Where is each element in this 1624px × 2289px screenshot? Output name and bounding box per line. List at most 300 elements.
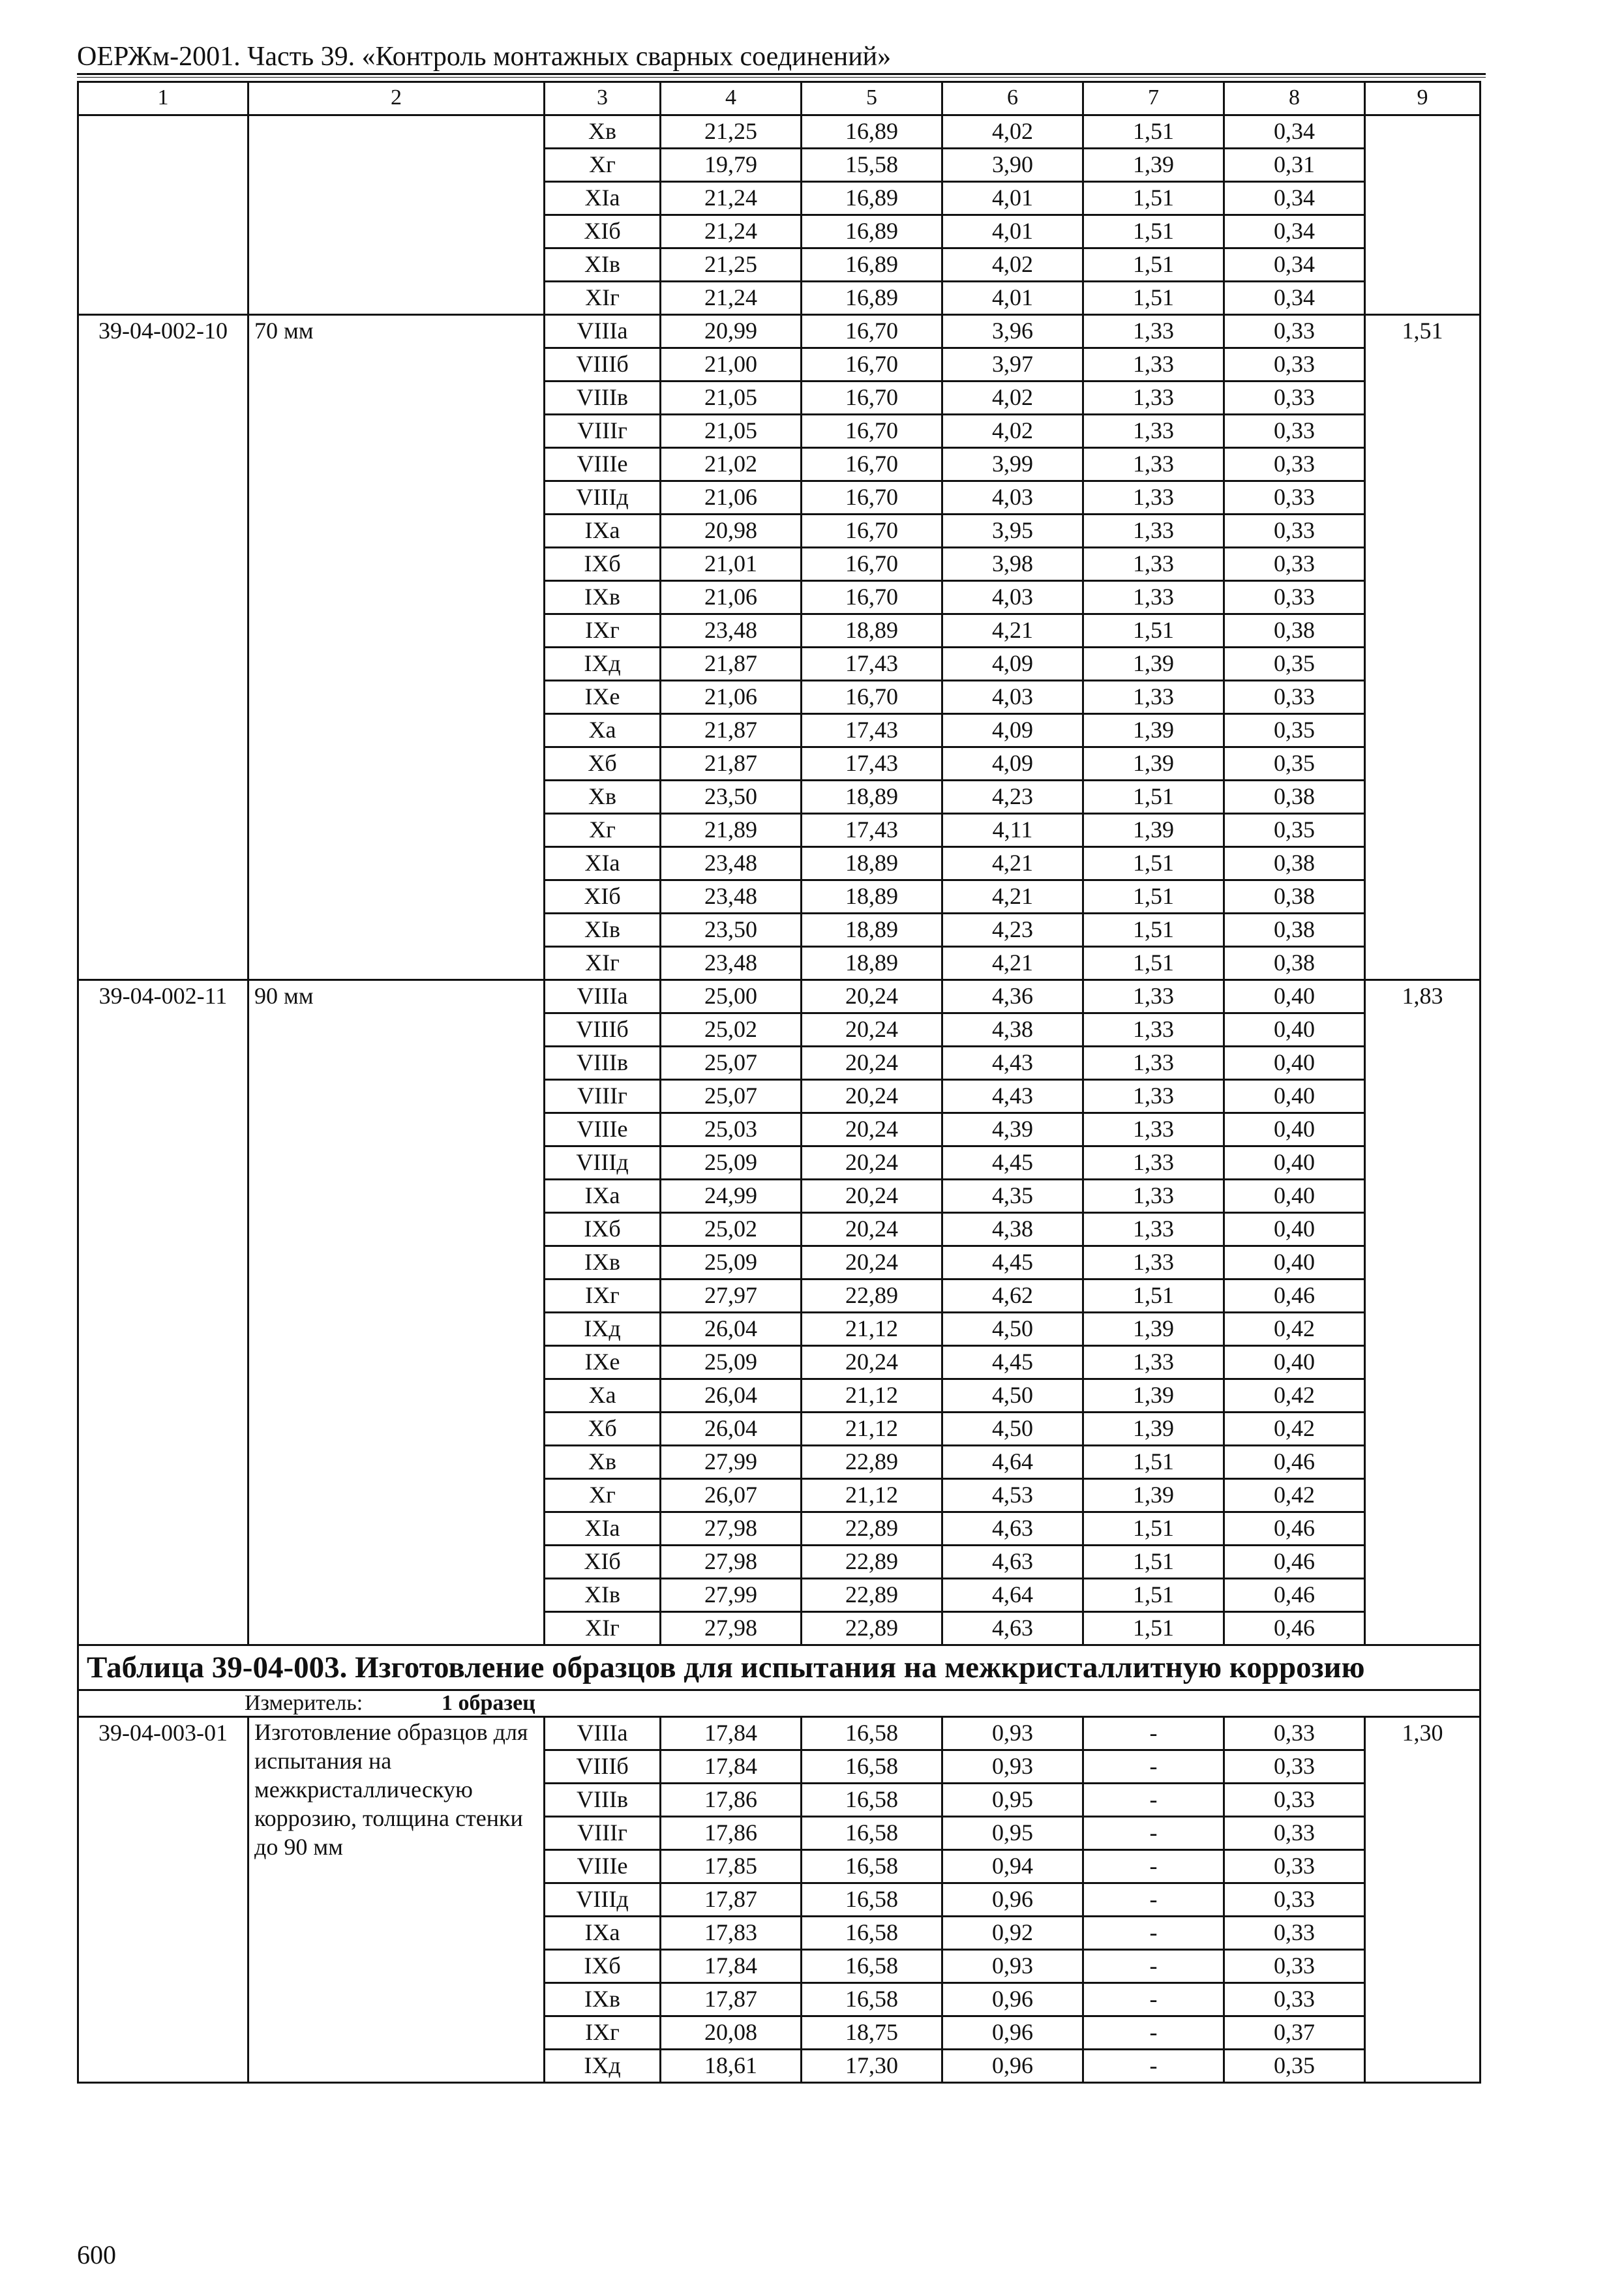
wages-cell: 16,70: [802, 548, 942, 581]
materials-cell: 0,42: [1224, 1313, 1365, 1346]
machine-cost-cell: 4,01: [942, 182, 1083, 215]
operator-wages-cell: 1,51: [1083, 1612, 1224, 1645]
wages-cell: 20,24: [802, 1047, 942, 1080]
zone-cell: Хб: [545, 747, 661, 781]
operator-wages-cell: 1,33: [1083, 1246, 1224, 1279]
zone-cell: VIIIг: [545, 1817, 661, 1850]
total-cost-cell: 20,08: [661, 2016, 802, 2050]
operator-wages-cell: 1,39: [1083, 814, 1224, 847]
total-cost-cell: 21,05: [661, 382, 802, 415]
machine-cost-cell: 4,50: [942, 1313, 1083, 1346]
wages-cell: 20,24: [802, 1346, 942, 1379]
total-cost-cell: 21,06: [661, 581, 802, 614]
zone-cell: ХIа: [545, 1512, 661, 1546]
materials-cell: 0,46: [1224, 1612, 1365, 1645]
operator-wages-cell: 1,51: [1083, 614, 1224, 648]
materials-cell: 0,33: [1224, 1717, 1365, 1750]
zone-cell: IХа: [545, 1917, 661, 1950]
zone-cell: IХе: [545, 1346, 661, 1379]
wages-cell: 16,70: [802, 515, 942, 548]
operator-wages-cell: 1,51: [1083, 914, 1224, 947]
machine-cost-cell: 4,53: [942, 1479, 1083, 1512]
zone-cell: ХIб: [545, 215, 661, 248]
zone-cell: Ха: [545, 1379, 661, 1413]
total-cost-cell: 26,04: [661, 1413, 802, 1446]
materials-cell: 0,33: [1224, 382, 1365, 415]
materials-cell: 0,40: [1224, 1047, 1365, 1080]
zone-cell: VIIIг: [545, 415, 661, 448]
materials-cell: 0,40: [1224, 1346, 1365, 1379]
table-title: Таблица 39-04-003. Изготовление образцов для испытания на межкристаллитную коррозию: [78, 1645, 1481, 1690]
machine-cost-cell: 4,64: [942, 1446, 1083, 1479]
column-number-row: [78, 82, 1481, 115]
total-cost-cell: 20,98: [661, 515, 802, 548]
total-cost-cell: 17,86: [661, 1817, 802, 1850]
materials-cell: 0,33: [1224, 515, 1365, 548]
machine-cost-cell: 4,63: [942, 1512, 1083, 1546]
machine-cost-cell: 4,21: [942, 947, 1083, 980]
total-cost-cell: 25,07: [661, 1047, 802, 1080]
operator-wages-cell: 1,39: [1083, 648, 1224, 681]
total-cost-cell: 27,98: [661, 1546, 802, 1579]
machine-cost-cell: 4,03: [942, 581, 1083, 614]
wages-cell: 22,89: [802, 1579, 942, 1612]
operator-wages-cell: -: [1083, 1750, 1224, 1784]
materials-cell: 0,40: [1224, 980, 1365, 1013]
table-row: [78, 315, 1481, 348]
operator-wages-cell: 1,33: [1083, 1047, 1224, 1080]
materials-cell: 0,33: [1224, 548, 1365, 581]
zone-cell: Ха: [545, 714, 661, 747]
wages-cell: 20,24: [802, 1080, 942, 1113]
operator-wages-cell: 1,33: [1083, 481, 1224, 515]
meter-row: [78, 1690, 1481, 1717]
zone-cell: ХIг: [545, 947, 661, 980]
operator-wages-cell: 1,33: [1083, 1013, 1224, 1047]
materials-cell: 0,40: [1224, 1013, 1365, 1047]
wages-cell: 20,24: [802, 980, 942, 1013]
header-rule-thin: [77, 77, 1486, 78]
zone-cell: ХIв: [545, 1579, 661, 1612]
table-title-row: [78, 1645, 1481, 1690]
total-cost-cell: 27,99: [661, 1446, 802, 1479]
total-cost-cell: 21,06: [661, 481, 802, 515]
wages-cell: 16,89: [802, 215, 942, 248]
description-cell: [248, 115, 545, 315]
machine-cost-cell: 4,23: [942, 781, 1083, 814]
column-number: 6: [942, 82, 1083, 115]
machine-cost-cell: 4,23: [942, 914, 1083, 947]
zone-cell: Хб: [545, 1413, 661, 1446]
machine-cost-cell: 4,09: [942, 714, 1083, 747]
operator-wages-cell: 1,51: [1083, 880, 1224, 914]
wages-cell: 18,89: [802, 947, 942, 980]
meter-label: Измеритель:: [245, 1691, 363, 1715]
wages-cell: 18,89: [802, 614, 942, 648]
zone-cell: IХг: [545, 2016, 661, 2050]
machine-cost-cell: 4,02: [942, 382, 1083, 415]
wages-cell: 16,70: [802, 448, 942, 481]
machine-cost-cell: 4,21: [942, 880, 1083, 914]
materials-cell: 0,40: [1224, 1246, 1365, 1279]
zone-cell: IХд: [545, 1313, 661, 1346]
zone-cell: IХа: [545, 1180, 661, 1213]
materials-cell: 0,33: [1224, 1917, 1365, 1950]
zone-cell: Хг: [545, 1479, 661, 1512]
page-number: 600: [77, 2240, 116, 2269]
operator-wages-cell: 1,51: [1083, 1512, 1224, 1546]
total-cost-cell: 25,02: [661, 1213, 802, 1246]
machine-cost-cell: 4,21: [942, 847, 1083, 880]
total-cost-cell: 23,48: [661, 614, 802, 648]
operator-wages-cell: -: [1083, 2050, 1224, 2083]
wages-cell: 21,12: [802, 1313, 942, 1346]
machine-cost-cell: 4,01: [942, 282, 1083, 315]
total-cost-cell: 27,98: [661, 1512, 802, 1546]
operator-wages-cell: 1,33: [1083, 581, 1224, 614]
materials-cell: 0,34: [1224, 248, 1365, 282]
materials-cell: 0,35: [1224, 814, 1365, 847]
operator-wages-cell: 1,33: [1083, 681, 1224, 714]
column-number: 4: [661, 82, 802, 115]
materials-cell: 0,35: [1224, 714, 1365, 747]
rate-code-cell: 39-04-003-01: [78, 1717, 248, 2083]
machine-cost-cell: 4,03: [942, 481, 1083, 515]
wages-cell: 16,58: [802, 1784, 942, 1817]
materials-cell: 0,38: [1224, 880, 1365, 914]
wages-cell: 17,43: [802, 648, 942, 681]
wages-cell: 18,89: [802, 781, 942, 814]
machine-cost-cell: 4,43: [942, 1047, 1083, 1080]
zone-cell: VIIIе: [545, 1850, 661, 1883]
machine-cost-cell: 4,36: [942, 980, 1083, 1013]
materials-cell: 0,33: [1224, 315, 1365, 348]
operator-wages-cell: 1,51: [1083, 947, 1224, 980]
operator-wages-cell: -: [1083, 1850, 1224, 1883]
total-cost-cell: 26,07: [661, 1479, 802, 1512]
machine-cost-cell: 0,93: [942, 1717, 1083, 1750]
wages-cell: 16,70: [802, 315, 942, 348]
zone-cell: IХв: [545, 1246, 661, 1279]
operator-wages-cell: 1,51: [1083, 215, 1224, 248]
materials-cell: 0,40: [1224, 1180, 1365, 1213]
zone-cell: IХд: [545, 648, 661, 681]
wages-cell: 20,24: [802, 1013, 942, 1047]
materials-cell: 0,34: [1224, 182, 1365, 215]
total-cost-cell: 17,85: [661, 1850, 802, 1883]
total-cost-cell: 27,97: [661, 1279, 802, 1313]
column-number: 8: [1224, 82, 1365, 115]
zone-cell: IХб: [545, 1950, 661, 1983]
machine-cost-cell: 0,96: [942, 2050, 1083, 2083]
machine-cost-cell: 4,39: [942, 1113, 1083, 1146]
operator-wages-cell: -: [1083, 1784, 1224, 1817]
operator-wages-cell: 1,51: [1083, 781, 1224, 814]
wages-cell: 21,12: [802, 1379, 942, 1413]
machine-cost-cell: 4,38: [942, 1013, 1083, 1047]
total-cost-cell: 25,03: [661, 1113, 802, 1146]
zone-cell: VIIIа: [545, 1717, 661, 1750]
total-cost-cell: 25,09: [661, 1246, 802, 1279]
materials-cell: 0,33: [1224, 415, 1365, 448]
materials-cell: 0,33: [1224, 681, 1365, 714]
total-cost-cell: 25,07: [661, 1080, 802, 1113]
operator-wages-cell: -: [1083, 2016, 1224, 2050]
machine-cost-cell: 4,02: [942, 415, 1083, 448]
column-number: 5: [802, 82, 942, 115]
total-cost-cell: 23,48: [661, 880, 802, 914]
operator-wages-cell: 1,51: [1083, 182, 1224, 215]
operator-wages-cell: 1,51: [1083, 282, 1224, 315]
materials-cell: 0,35: [1224, 2050, 1365, 2083]
operator-wages-cell: -: [1083, 1883, 1224, 1917]
machine-cost-cell: 4,01: [942, 215, 1083, 248]
total-cost-cell: 21,06: [661, 681, 802, 714]
operator-wages-cell: 1,33: [1083, 515, 1224, 548]
wages-cell: 22,89: [802, 1279, 942, 1313]
total-cost-cell: 17,86: [661, 1784, 802, 1817]
materials-cell: 0,38: [1224, 947, 1365, 980]
zone-cell: VIIIв: [545, 382, 661, 415]
operator-wages-cell: 1,39: [1083, 747, 1224, 781]
total-cost-cell: 21,01: [661, 548, 802, 581]
materials-cell: 0,33: [1224, 581, 1365, 614]
total-cost-cell: 21,02: [661, 448, 802, 481]
zone-cell: VIIIб: [545, 1013, 661, 1047]
machine-cost-cell: 3,97: [942, 348, 1083, 382]
zone-cell: VIIIа: [545, 315, 661, 348]
zone-cell: IХг: [545, 1279, 661, 1313]
wages-cell: 17,30: [802, 2050, 942, 2083]
machine-cost-cell: 4,21: [942, 614, 1083, 648]
machine-cost-cell: 4,38: [942, 1213, 1083, 1246]
materials-cell: 0,33: [1224, 448, 1365, 481]
materials-cell: 0,46: [1224, 1279, 1365, 1313]
total-cost-cell: 21,24: [661, 182, 802, 215]
operator-wages-cell: 1,51: [1083, 248, 1224, 282]
machine-cost-cell: 0,95: [942, 1784, 1083, 1817]
machine-cost-cell: 4,02: [942, 115, 1083, 149]
zone-cell: IХа: [545, 515, 661, 548]
total-cost-cell: 21,05: [661, 415, 802, 448]
operator-wages-cell: -: [1083, 1950, 1224, 1983]
materials-cell: 0,40: [1224, 1146, 1365, 1180]
zone-cell: VIIIд: [545, 481, 661, 515]
materials-cell: 0,35: [1224, 648, 1365, 681]
operator-wages-cell: -: [1083, 1817, 1224, 1850]
wages-cell: 20,24: [802, 1180, 942, 1213]
machine-cost-cell: 4,02: [942, 248, 1083, 282]
operator-wages-cell: 1,51: [1083, 1579, 1224, 1612]
materials-cell: 0,34: [1224, 115, 1365, 149]
wages-cell: 18,75: [802, 2016, 942, 2050]
machine-cost-cell: 4,50: [942, 1413, 1083, 1446]
machine-cost-cell: 4,11: [942, 814, 1083, 847]
wages-cell: 20,24: [802, 1146, 942, 1180]
wages-cell: 18,89: [802, 880, 942, 914]
zone-cell: Хв: [545, 781, 661, 814]
wages-cell: 18,89: [802, 914, 942, 947]
col9-cell: 1,83: [1365, 980, 1481, 1645]
operator-wages-cell: 1,39: [1083, 1413, 1224, 1446]
zone-cell: Хг: [545, 149, 661, 182]
materials-cell: 0,42: [1224, 1479, 1365, 1512]
operator-wages-cell: 1,39: [1083, 1479, 1224, 1512]
zone-cell: VIIIа: [545, 980, 661, 1013]
wages-cell: 16,70: [802, 348, 942, 382]
wages-cell: 20,24: [802, 1113, 942, 1146]
wages-cell: 22,89: [802, 1612, 942, 1645]
materials-cell: 0,46: [1224, 1546, 1365, 1579]
zone-cell: VIIIб: [545, 348, 661, 382]
zone-cell: ХIв: [545, 248, 661, 282]
column-number: 7: [1083, 82, 1224, 115]
operator-wages-cell: 1,39: [1083, 714, 1224, 747]
total-cost-cell: 17,84: [661, 1750, 802, 1784]
total-cost-cell: 21,24: [661, 215, 802, 248]
description-cell: 90 мм: [248, 980, 545, 1645]
materials-cell: 0,38: [1224, 614, 1365, 648]
machine-cost-cell: 0,93: [942, 1750, 1083, 1784]
zone-cell: IХд: [545, 2050, 661, 2083]
operator-wages-cell: 1,33: [1083, 448, 1224, 481]
operator-wages-cell: 1,33: [1083, 348, 1224, 382]
machine-cost-cell: 3,99: [942, 448, 1083, 481]
wages-cell: 16,89: [802, 248, 942, 282]
wages-cell: 21,12: [802, 1479, 942, 1512]
zone-cell: ХIб: [545, 880, 661, 914]
total-cost-cell: 21,87: [661, 747, 802, 781]
machine-cost-cell: 4,63: [942, 1612, 1083, 1645]
materials-cell: 0,33: [1224, 481, 1365, 515]
zone-cell: IХб: [545, 548, 661, 581]
materials-cell: 0,40: [1224, 1080, 1365, 1113]
wages-cell: 16,70: [802, 581, 942, 614]
wages-cell: 16,70: [802, 415, 942, 448]
operator-wages-cell: 1,51: [1083, 115, 1224, 149]
total-cost-cell: 21,00: [661, 348, 802, 382]
total-cost-cell: 18,61: [661, 2050, 802, 2083]
materials-cell: 0,33: [1224, 1950, 1365, 1983]
operator-wages-cell: 1,33: [1083, 1346, 1224, 1379]
zone-cell: VIIIв: [545, 1784, 661, 1817]
operator-wages-cell: 1,33: [1083, 1213, 1224, 1246]
materials-cell: 0,33: [1224, 348, 1365, 382]
wages-cell: 16,58: [802, 1917, 942, 1950]
operator-wages-cell: 1,33: [1083, 1080, 1224, 1113]
machine-cost-cell: 4,62: [942, 1279, 1083, 1313]
wages-cell: 16,89: [802, 115, 942, 149]
operator-wages-cell: 1,33: [1083, 382, 1224, 415]
total-cost-cell: 23,50: [661, 914, 802, 947]
zone-cell: ХIг: [545, 282, 661, 315]
zone-cell: IХв: [545, 1983, 661, 2016]
zone-cell: ХIб: [545, 1546, 661, 1579]
machine-cost-cell: 4,63: [942, 1546, 1083, 1579]
total-cost-cell: 24,99: [661, 1180, 802, 1213]
total-cost-cell: 21,89: [661, 814, 802, 847]
machine-cost-cell: 4,03: [942, 681, 1083, 714]
wages-cell: 16,70: [802, 681, 942, 714]
description-cell: Изготовление образцов для испытания на межкристаллическую коррозию, толщина стенки до 90 мм: [248, 1717, 545, 2083]
column-number: 3: [545, 82, 661, 115]
zone-cell: ХIа: [545, 182, 661, 215]
total-cost-cell: 17,84: [661, 1717, 802, 1750]
operator-wages-cell: -: [1083, 1917, 1224, 1950]
total-cost-cell: 17,87: [661, 1983, 802, 2016]
zone-cell: VIIIг: [545, 1080, 661, 1113]
wages-cell: 17,43: [802, 814, 942, 847]
materials-cell: 0,33: [1224, 1883, 1365, 1917]
zone-cell: IХб: [545, 1213, 661, 1246]
total-cost-cell: 23,48: [661, 947, 802, 980]
machine-cost-cell: 4,45: [942, 1246, 1083, 1279]
materials-cell: 0,33: [1224, 1983, 1365, 2016]
materials-cell: 0,46: [1224, 1446, 1365, 1479]
materials-cell: 0,35: [1224, 747, 1365, 781]
machine-cost-cell: 0,96: [942, 1983, 1083, 2016]
zone-cell: Хв: [545, 115, 661, 149]
zone-cell: ХIг: [545, 1612, 661, 1645]
total-cost-cell: 25,02: [661, 1013, 802, 1047]
zone-cell: IХг: [545, 614, 661, 648]
description-cell: 70 мм: [248, 315, 545, 980]
table-row: [78, 1717, 1481, 1750]
wages-cell: 16,89: [802, 282, 942, 315]
machine-cost-cell: 4,09: [942, 648, 1083, 681]
total-cost-cell: 27,98: [661, 1612, 802, 1645]
materials-cell: 0,31: [1224, 149, 1365, 182]
wages-cell: 16,58: [802, 1750, 942, 1784]
total-cost-cell: 17,83: [661, 1917, 802, 1950]
operator-wages-cell: 1,33: [1083, 315, 1224, 348]
operator-wages-cell: 1,33: [1083, 980, 1224, 1013]
materials-cell: 0,33: [1224, 1817, 1365, 1850]
total-cost-cell: 25,00: [661, 980, 802, 1013]
materials-cell: 0,33: [1224, 1850, 1365, 1883]
machine-cost-cell: 4,64: [942, 1579, 1083, 1612]
total-cost-cell: 21,87: [661, 714, 802, 747]
rate-code-cell: 39-04-002-11: [78, 980, 248, 1645]
col9-cell: [1365, 115, 1481, 315]
zone-cell: IХв: [545, 581, 661, 614]
rate-code-cell: [78, 115, 248, 315]
machine-cost-cell: 4,35: [942, 1180, 1083, 1213]
column-number: 2: [248, 82, 545, 115]
zone-cell: VIIIе: [545, 448, 661, 481]
operator-wages-cell: 1,33: [1083, 548, 1224, 581]
wages-cell: 16,70: [802, 481, 942, 515]
wages-cell: 16,89: [802, 182, 942, 215]
machine-cost-cell: 0,94: [942, 1850, 1083, 1883]
machine-cost-cell: 0,92: [942, 1917, 1083, 1950]
operator-wages-cell: 1,39: [1083, 1313, 1224, 1346]
materials-cell: 0,42: [1224, 1413, 1365, 1446]
col9-cell: 1,51: [1365, 315, 1481, 980]
wages-cell: 18,89: [802, 847, 942, 880]
zone-cell: Хг: [545, 814, 661, 847]
wages-cell: 17,43: [802, 714, 942, 747]
wages-cell: 21,12: [802, 1413, 942, 1446]
operator-wages-cell: -: [1083, 1717, 1224, 1750]
materials-cell: 0,34: [1224, 282, 1365, 315]
materials-cell: 0,40: [1224, 1113, 1365, 1146]
operator-wages-cell: 1,39: [1083, 1379, 1224, 1413]
zone-cell: VIIIд: [545, 1146, 661, 1180]
total-cost-cell: 26,04: [661, 1379, 802, 1413]
wages-cell: 22,89: [802, 1446, 942, 1479]
machine-cost-cell: 3,90: [942, 149, 1083, 182]
